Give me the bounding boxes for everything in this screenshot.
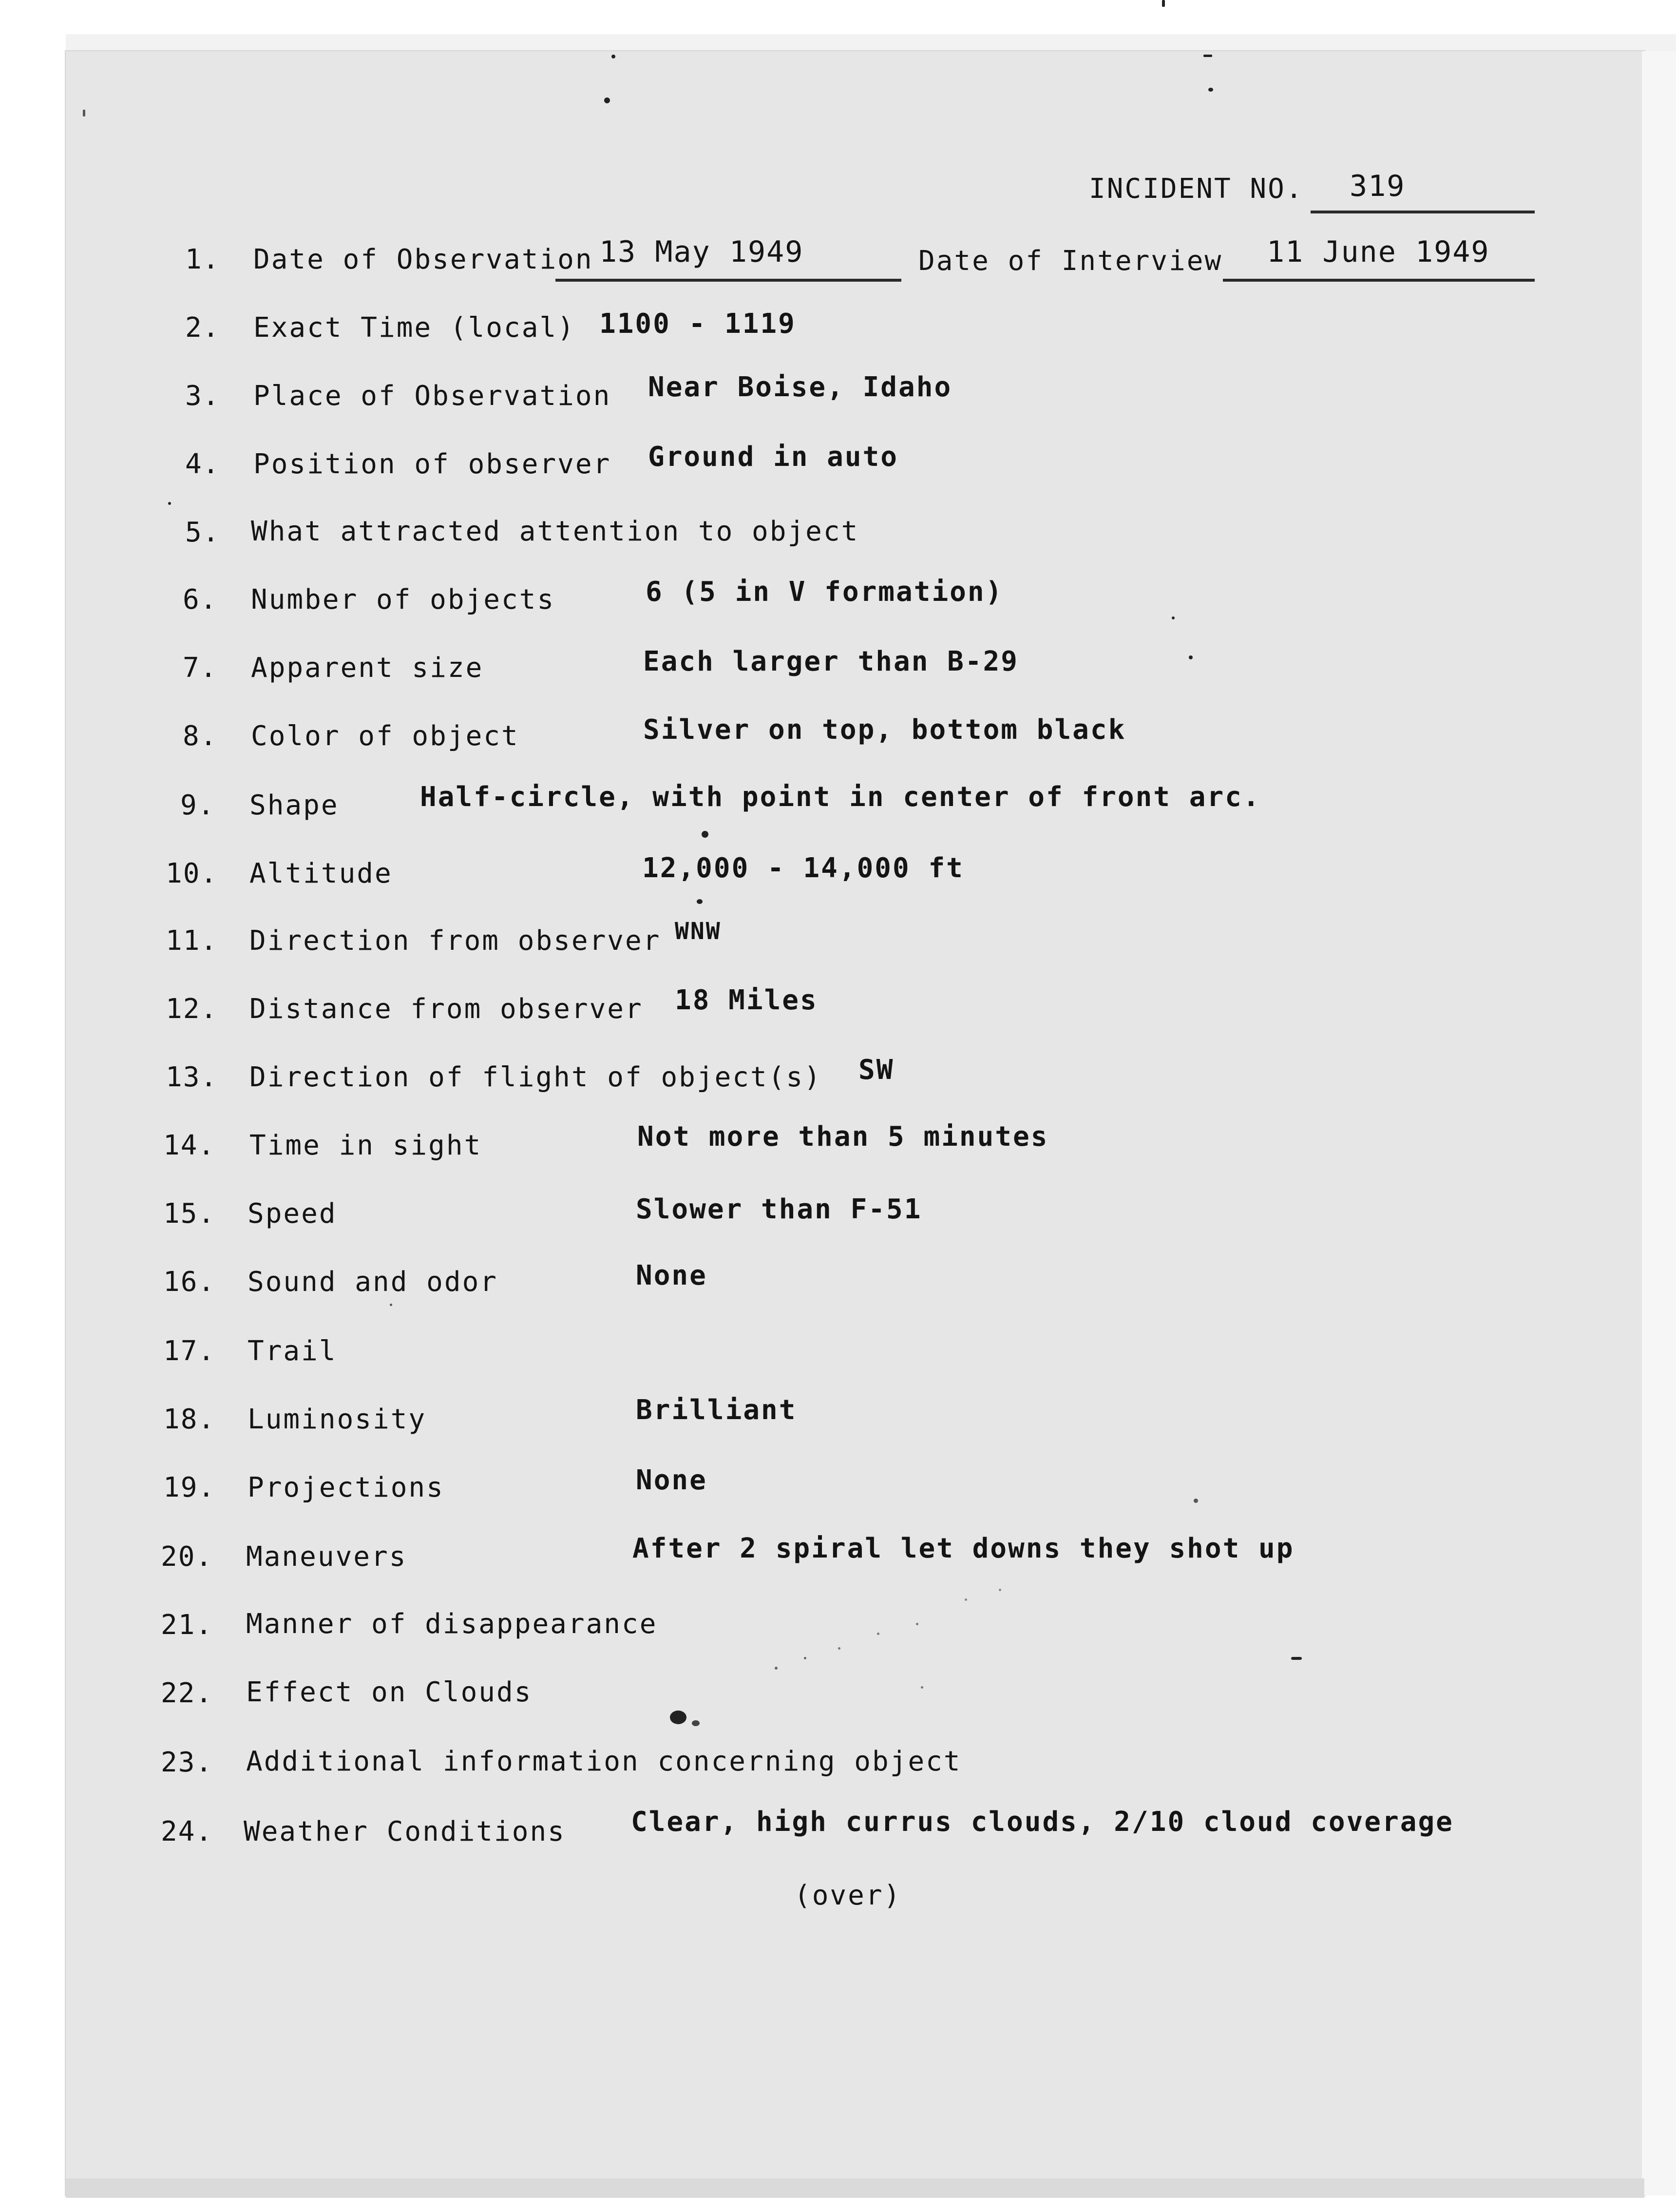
item-label-place-of-observation: Place of Observation: [253, 380, 611, 412]
sheet-top-edge: [66, 34, 1676, 54]
scan-speck: [390, 1304, 392, 1306]
scan-speck: [702, 831, 708, 838]
pen-mark: [1291, 1657, 1302, 1660]
item-label-speed: Speed: [248, 1198, 337, 1230]
item-number-15: 15.: [163, 1198, 216, 1230]
item-label-number-of-objects: Number of objects: [251, 584, 555, 616]
item-label-date-of-observation: Date of Observation: [253, 244, 593, 275]
item-label-additional-information: Additional information concerning object: [246, 1746, 962, 1777]
date-of-observation-underline: [555, 279, 901, 282]
item-label-projections: Projections: [248, 1472, 444, 1503]
item-value-color-of-object: Silver on top, bottom black: [643, 714, 1126, 746]
incident-underline: [1311, 211, 1535, 213]
item-label-sound-and-odor: Sound and odor: [248, 1266, 498, 1298]
item-value-number-of-objects: 6 (5 in V formation): [646, 576, 1004, 608]
scan-speck: [168, 502, 171, 505]
item-label-what-attracted-attention: What attracted attention to object: [251, 516, 859, 547]
item-label-date-of-interview: Date of Interview: [918, 245, 1223, 277]
ink-blot: [670, 1711, 686, 1724]
item-value-speed: Slower than F-51: [636, 1193, 922, 1225]
scan-speck: [1162, 0, 1165, 7]
item-label-shape: Shape: [249, 789, 339, 821]
scan-speck: [838, 1647, 840, 1650]
sheet-right-edge: [1642, 51, 1676, 2195]
item-value-place-of-observation: Near Boise, Idaho: [648, 371, 952, 403]
item-number-2: 2.: [185, 312, 220, 344]
item-number-4: 4.: [185, 448, 220, 480]
item-number-22: 22.: [161, 1677, 213, 1709]
item-number-6: 6.: [183, 584, 218, 616]
scan-speck: [877, 1633, 879, 1635]
item-number-7: 7.: [183, 652, 218, 684]
scan-speck: [1208, 88, 1213, 92]
scan-speck: [965, 1598, 967, 1601]
item-number-1: 1.: [185, 244, 220, 275]
item-number-19: 19.: [163, 1472, 216, 1503]
item-number-18: 18.: [163, 1404, 216, 1435]
item-label-altitude: Altitude: [249, 858, 393, 889]
item-value-altitude: 12,000 - 14,000 ft: [642, 852, 964, 884]
item-number-8: 8.: [183, 720, 218, 752]
item-value-direction-from-observer: WNW: [675, 918, 722, 945]
item-number-9: 9.: [180, 789, 215, 821]
item-value-sound-and-odor: None: [636, 1260, 707, 1291]
item-value-projections: None: [636, 1464, 707, 1496]
item-label-color-of-object: Color of object: [251, 720, 519, 752]
scan-speck: [611, 55, 615, 58]
item-value-time-in-sight: Not more than 5 minutes: [637, 1121, 1049, 1153]
scan-speck: [697, 899, 703, 904]
item-label-luminosity: Luminosity: [248, 1404, 427, 1435]
scan-speck: [83, 110, 85, 116]
item-value-distance-from-observer: 18 Miles: [675, 984, 818, 1016]
incident-number: 319: [1350, 169, 1406, 203]
item-label-direction-from-observer: Direction from observer: [249, 925, 661, 957]
item-value-position-of-observer: Ground in auto: [648, 441, 899, 473]
item-number-13: 13.: [166, 1061, 218, 1093]
item-label-direction-of-flight: Direction of flight of object(s): [249, 1061, 822, 1093]
item-value-maneuvers: After 2 spiral let downs they shot up: [632, 1533, 1295, 1564]
item-value-shape: Half-circle, with point in center of front arc.: [420, 781, 1261, 813]
ink-blot: [692, 1720, 700, 1726]
item-number-24: 24.: [161, 1816, 213, 1847]
item-number-21: 21.: [161, 1609, 213, 1641]
scan-speck: [604, 97, 610, 103]
incident-label: INCIDENT NO.: [1089, 173, 1304, 205]
sheet-bottom-edge: [66, 2178, 1644, 2198]
item-value-date-of-interview: 11 June 1949: [1267, 235, 1490, 269]
scan-speck: [804, 1657, 806, 1659]
item-number-20: 20.: [161, 1541, 213, 1573]
item-label-exact-time: Exact Time (local): [253, 312, 575, 344]
item-value-exact-time: 1100 - 1119: [599, 308, 796, 340]
item-label-apparent-size: Apparent size: [251, 652, 484, 684]
scan-speck: [1189, 655, 1193, 659]
item-label-weather-conditions: Weather Conditions: [244, 1816, 566, 1847]
item-label-manner-of-disappearance: Manner of disappearance: [246, 1608, 658, 1640]
item-value-apparent-size: Each larger than B-29: [643, 646, 1019, 677]
item-label-time-in-sight: Time in sight: [249, 1130, 482, 1161]
item-value-date-of-observation: 13 May 1949: [599, 235, 804, 269]
scan-speck: [1203, 55, 1212, 57]
item-value-direction-of-flight: SW: [858, 1054, 895, 1086]
item-label-trail: Trail: [248, 1335, 337, 1367]
scan-speck: [921, 1686, 923, 1689]
scan-speck: [999, 1589, 1001, 1591]
scan-speck: [1194, 1499, 1198, 1503]
item-label-maneuvers: Maneuvers: [246, 1541, 407, 1573]
item-number-16: 16.: [163, 1266, 216, 1298]
item-number-23: 23.: [161, 1747, 213, 1778]
item-value-weather-conditions: Clear, high currus clouds, 2/10 cloud coverage: [631, 1806, 1454, 1838]
item-number-12: 12.: [166, 993, 218, 1025]
over-label: (over): [794, 1880, 902, 1911]
scan-speck: [916, 1623, 918, 1625]
item-label-distance-from-observer: Distance from observer: [249, 993, 643, 1025]
date-of-interview-underline: [1223, 279, 1535, 282]
scan-speck: [775, 1667, 778, 1670]
item-number-5: 5.: [185, 517, 220, 548]
item-label-effect-on-clouds: Effect on Clouds: [246, 1676, 533, 1708]
item-number-17: 17.: [163, 1335, 216, 1367]
item-number-14: 14.: [163, 1130, 216, 1161]
item-number-3: 3.: [185, 380, 220, 412]
item-number-10: 10.: [166, 858, 218, 889]
scan-speck: [1172, 616, 1175, 619]
item-number-11: 11.: [166, 925, 218, 957]
item-label-position-of-observer: Position of observer: [253, 448, 611, 480]
item-value-luminosity: Brilliant: [636, 1394, 797, 1426]
